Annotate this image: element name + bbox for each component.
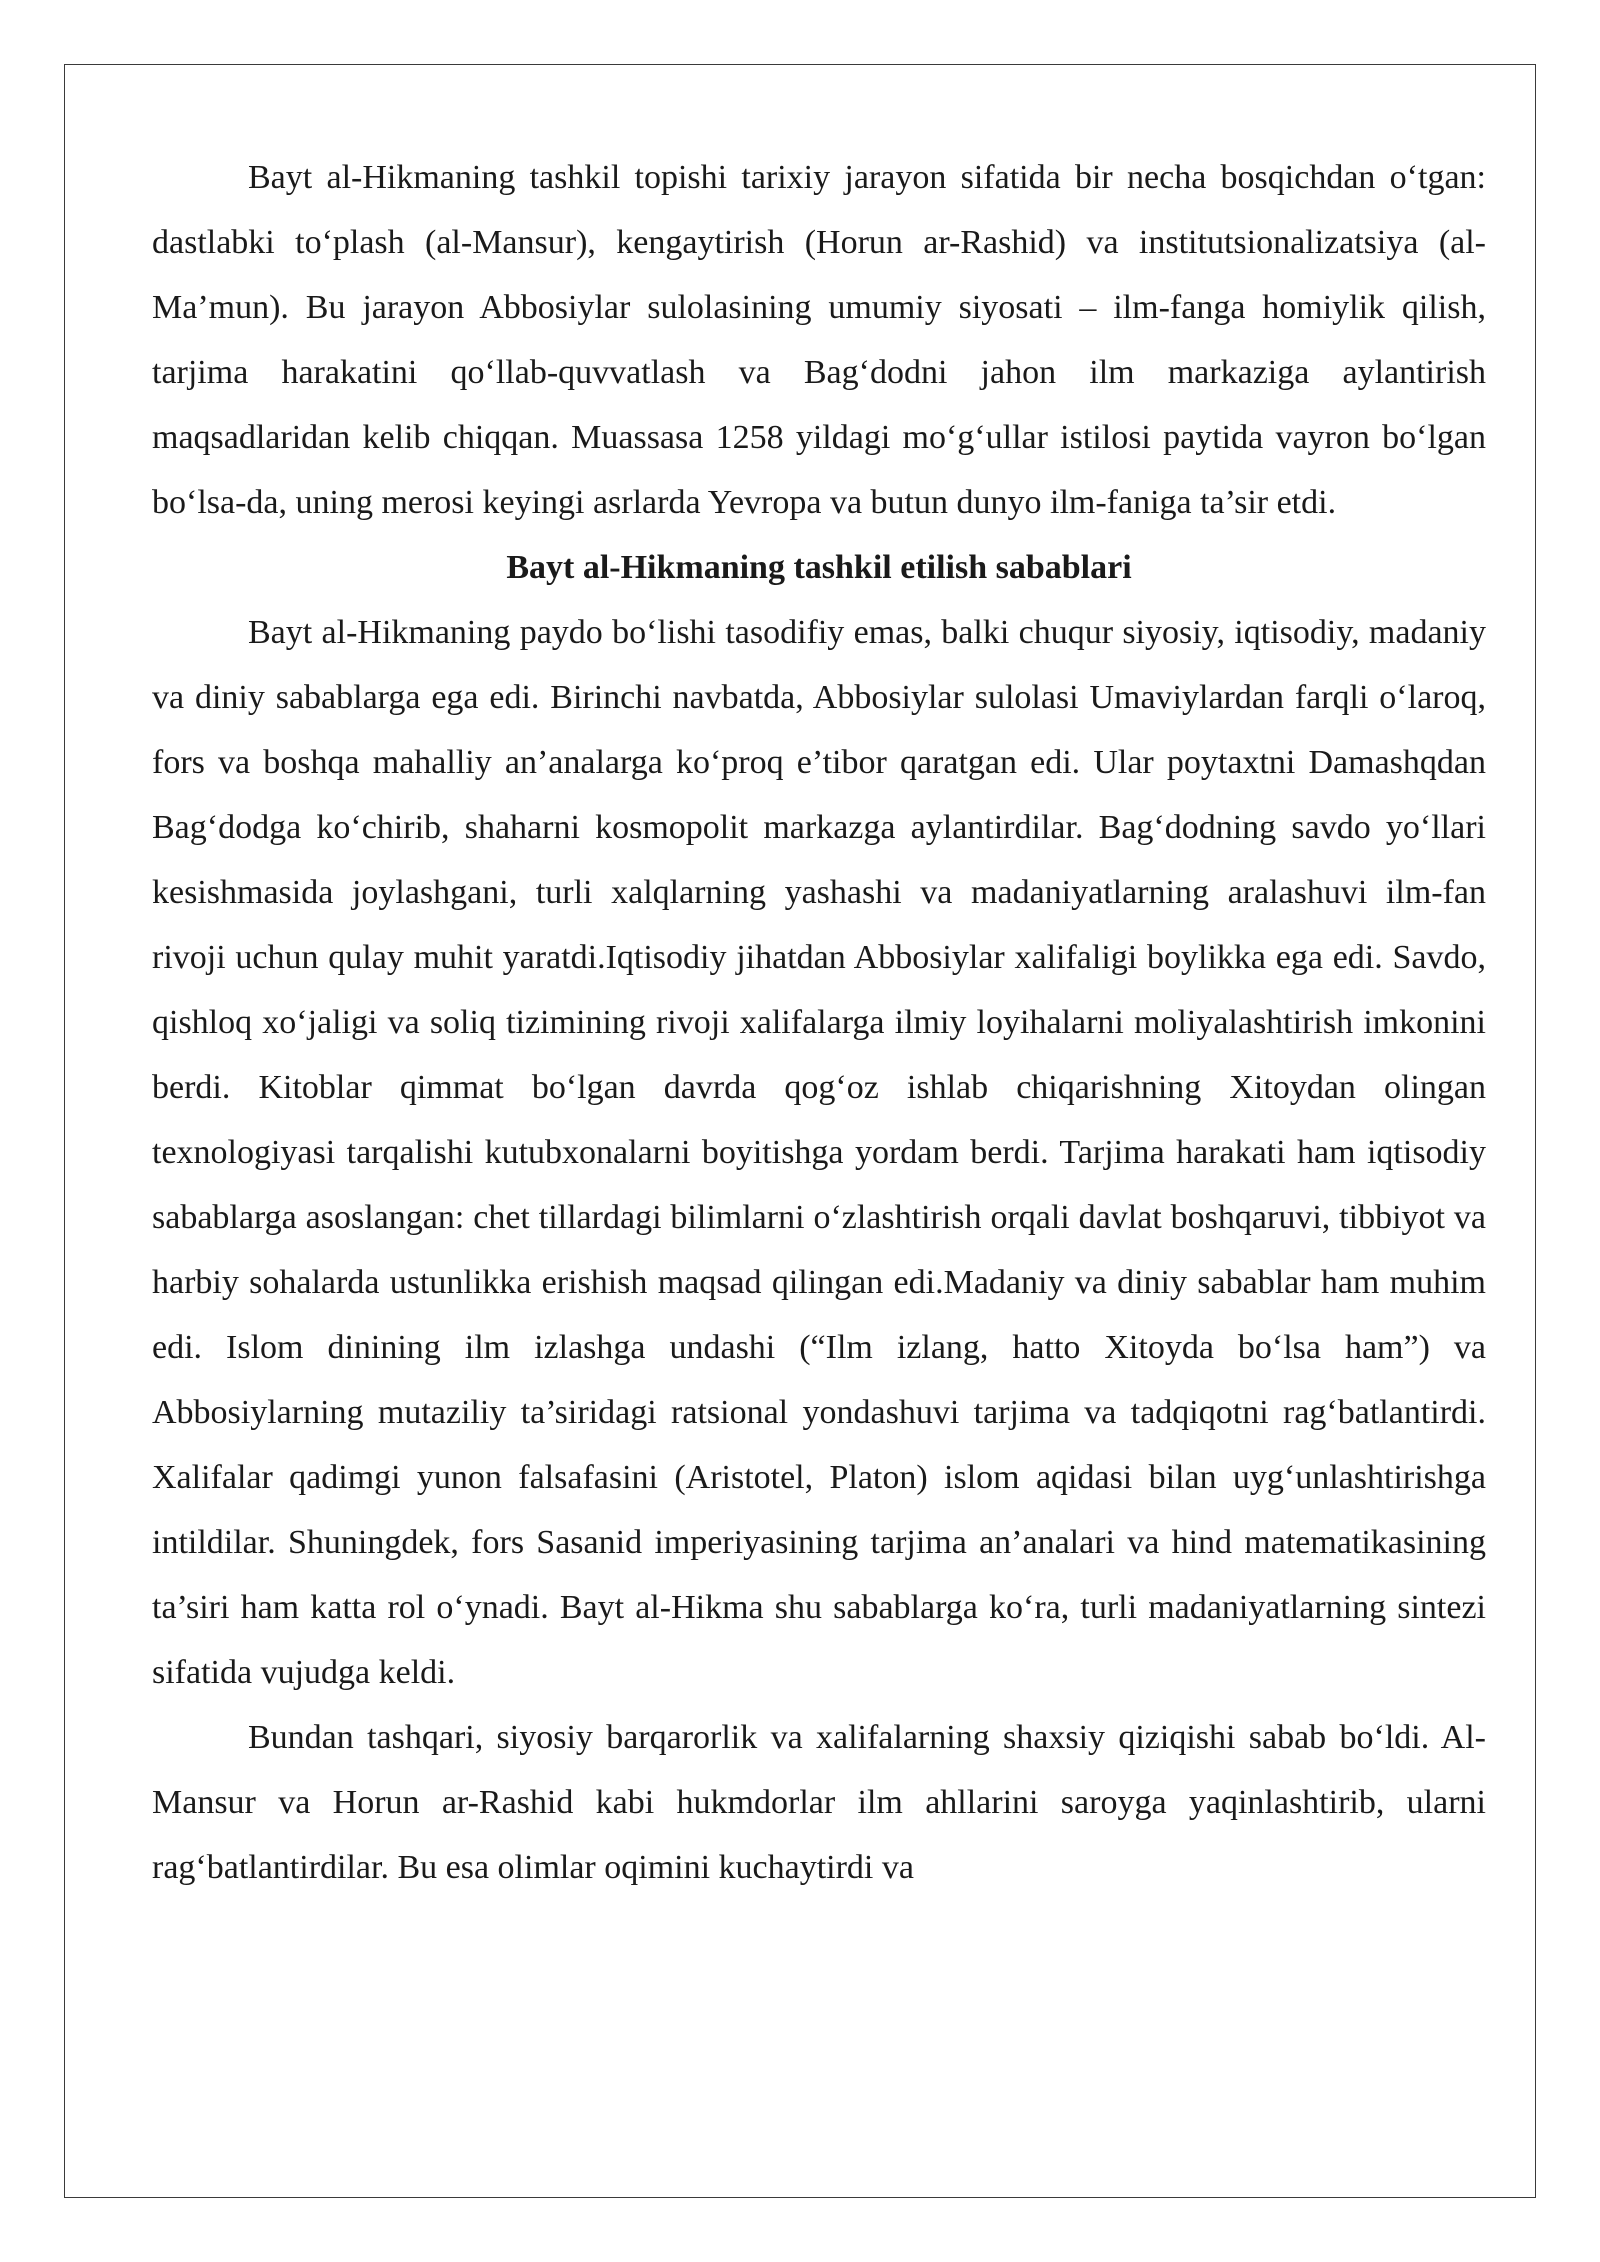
section-heading: Bayt al-Hikmaning tashkil etilish sabablari (506, 549, 1132, 586)
paragraph-stability: Bundan tashqari, siyosiy barqarorlik va xalifalarning shaxsiy qiziqishi sabab bo‘ldi. Al-Mansur va Horun ar-Rashid kabi hukmdorlar ilm ahllarini saroyga yaqinlashtirib, ularni rag‘batlantirdilar. Bu esa olimlar oqimini kuchaytirdi va (152, 1719, 1486, 1886)
document-body (152, 145, 1486, 1900)
paragraph-intro: Bayt al-Hikmaning tashkil topishi tarixiy jarayon sifatida bir necha bosqichdan o‘tgan: dastlabki to‘plash (al-Mansur), kengaytirish (Horun ar-Rashid) va institutsionalizatsiya (al-Ma’mun). Bu jarayon Abbosiylar sulolasining umumiy siyosati – ilm-fanga homiylik qilish, tarjima harakatini qo‘llab-quvvatlash va Bag‘dodni jahon ilm markaziga aylantirish maqsadlaridan kelib chiqqan. Muassasa 1258 yildagi mo‘g‘ullar istilosi paytida vayron bo‘lgan bo‘lsa-da, uning merosi keyingi asrlarda Yevropa va butun dunyo ilm-faniga ta’sir etdi. (152, 159, 1486, 521)
paragraph-causes: Bayt al-Hikmaning paydo bo‘lishi tasodifiy emas, balki chuqur siyosiy, iqtisodiy, madaniy va diniy sabablarga ega edi. Birinchi navbatda, Abbosiylar sulolasi Umaviylardan farqli o‘laroq, fors va boshqa mahalliy an’analarga ko‘proq e’tibor qaratgan edi. Ular poytaxtni Damashqdan Bag‘dodga ko‘chirib, shaharni kosmopolit markazga aylantirdilar. Bag‘dodning savdo yo‘llari kesishmasida joylashgani, turli xalqlarning yashashi va madaniyatlarning aralashuvi ilm-fan rivoji uchun qulay muhit yaratdi.Iqtisodiy jihatdan Abbosiylar xalifaligi boylikka ega edi. Savdo, qishloq xo‘jaligi va soliq tizimining rivoji xalifalarga ilmiy loyihalarni moliyalashtirish imkonini berdi. Kitoblar qimmat bo‘lgan davrda qog‘oz ishlab chiqarishning Xitoydan olingan texnologiyasi tarqalishi kutubxonalarni boyitishga yordam berdi. Tarjima harakati ham iqtisodiy sabablarga asoslangan: chet tillardagi bilimlarni o‘zlashtirish orqali davlat boshqaruvi, tibbiyot va harbiy sohalarda ustunlikka erishish maqsad qilingan edi.Madaniy va diniy sabablar ham muhim edi. Islom dinining ilm izlashga undashi (“Ilm izlang, hatto Xitoyda bo‘lsa ham”) va Abbosiylarning mutaziliy ta’siridagi ratsional yondashuvi tarjima va tadqiqotni rag‘batlantirdi. Xalifalar qadimgi yunon falsafasini (Aristotel, Platon) islom aqidasi bilan uyg‘unlashtirishga intildilar. Shuningdek, fors Sasanid imperiyasining tarjima an’analari va hind matematikasining ta’siri ham katta rol o‘ynadi. Bayt al-Hikma shu sabablarga ko‘ra, turli madaniyatlarning sintezi sifatida vujudga keldi. (152, 614, 1486, 1691)
